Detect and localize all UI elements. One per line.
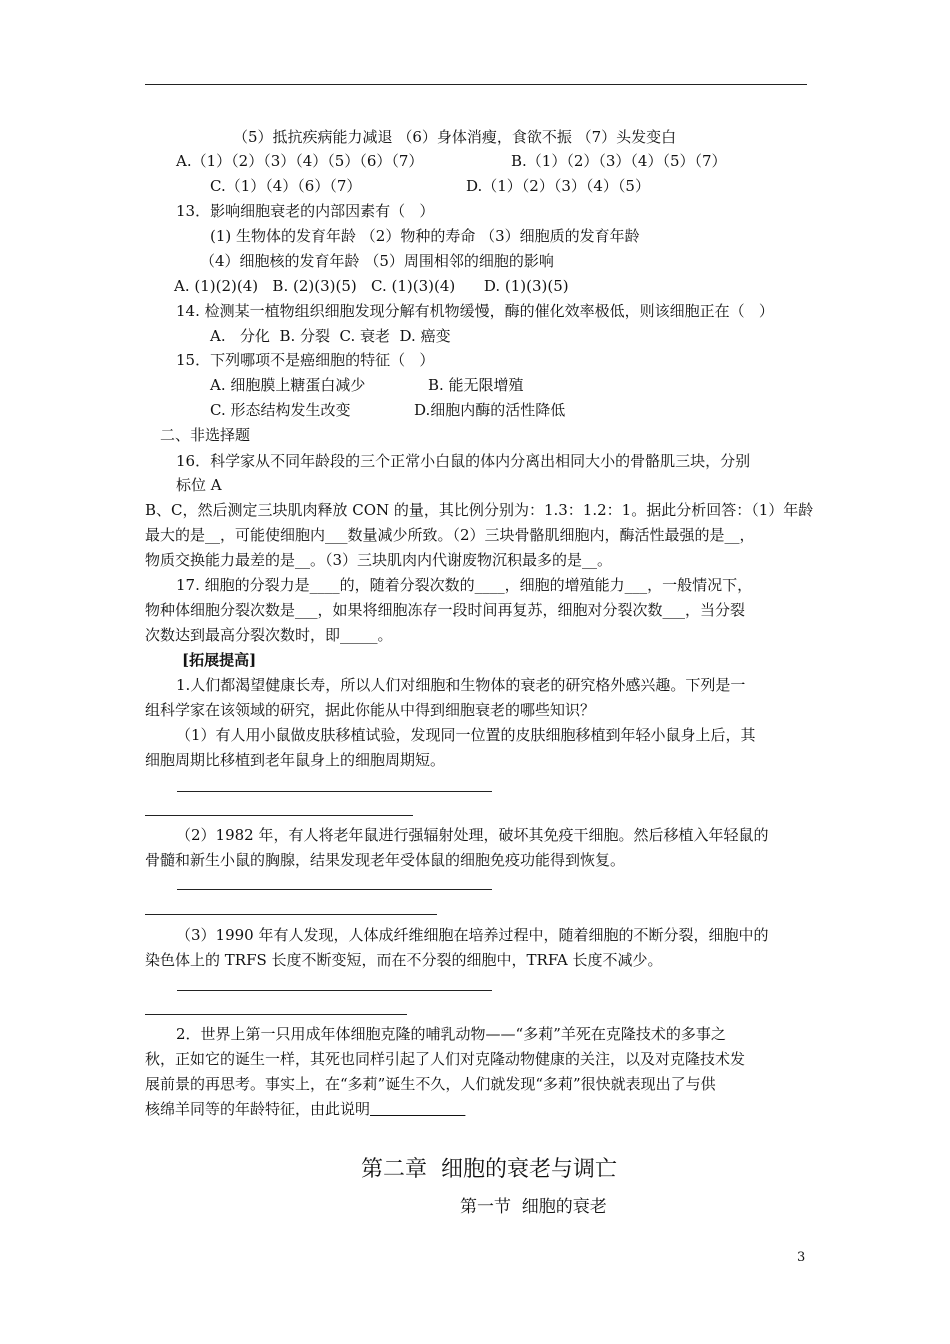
answer-line[interactable]: [145, 1014, 407, 1015]
q12-options-line: （5）抵抗疾病能力减退 （6）身体消瘦，食欲不振 （7）头发变白: [233, 128, 677, 146]
q15-choice-c: C. 形态结构发生改变: [210, 401, 351, 419]
q17-line-3: 次数达到最高分裂次数时，即_____。: [145, 626, 393, 644]
ext1-part2-line-2: 骨髓和新生小鼠的胸腺，结果发现老年受体鼠的细胞免疫功能得到恢复。: [145, 851, 626, 869]
q13-stem: 13．影响细胞衰老的内部因素有（ ）: [176, 202, 435, 220]
answer-line[interactable]: [177, 791, 492, 792]
q14-choices: A. 分化 B. 分裂 C. 衰老 D. 癌变: [210, 327, 451, 345]
chapter-title: 第二章 细胞的衰老与调亡: [361, 1157, 617, 1182]
q15-choice-b: B. 能无限增殖: [428, 376, 524, 394]
q14-stem: 14. 检测某一植物组织细胞发现分解有机物缓慢，酶的催化效率极低，则该细胞正在（ ）: [176, 302, 774, 320]
extension-heading: [拓展提高]: [182, 651, 257, 669]
ext2-answer-blank[interactable]: [370, 1100, 465, 1118]
ext1-line-1: 1.人们都渴望健康长寿，所以人们对细胞和生物体的衰老的研究格外感兴趣。下列是一: [176, 676, 746, 694]
ext1-part2-line-1: （2）1982 年，有人将老年鼠进行强辐射处理，破坏其免疫干细胞。然后移植入年轻鼠的: [176, 826, 769, 844]
ext1-line-2: 组科学家在该领域的研究，据此你能从中得到细胞衰老的哪些知识？: [145, 701, 596, 719]
q16-line-4: 最大的是__，可能使细胞内___数量减少所致。（2）三块骨骼肌细胞内，酶活性最强的是__，: [145, 526, 755, 544]
q15-stem: 15．下列哪项不是癌细胞的特征（ ）: [176, 351, 435, 369]
q12-choice-d: D.（1）（2）（3）（4）（5）: [466, 177, 650, 195]
page-number: 3: [797, 1250, 806, 1265]
q16-line-3: B、C，然后测定三块肌肉释放 CON 的量，其比例分别为：1.3：1.2：1。据此分析回答：（1）年龄: [145, 501, 814, 519]
q13-options-2: （4）细胞核的发育年龄 （5）周围相邻的细胞的影响: [200, 252, 554, 270]
ext2-line-2: 秋，正如它的诞生一样，其死也同样引起了人们对克隆动物健康的关注，以及对克隆技术发: [145, 1050, 746, 1068]
q13-options-1: (1) 生物体的发育年龄 （2）物种的寿命 （3）细胞质的发育年龄: [210, 227, 640, 245]
q17-line-1: 17. 细胞的分裂力是____的，随着分裂次数的____，细胞的增殖能力___，一般情况下，: [176, 576, 753, 594]
q16-line-1: 16．科学家从不同年龄段的三个正常小白鼠的体内分离出相同大小的骨骼肌三块，分别: [176, 452, 751, 470]
answer-line[interactable]: [145, 815, 413, 816]
ext2-line-3: 展前景的再思考。事实上，在“多莉”诞生不久，人们就发现“多莉”很快就表现出了与供: [145, 1075, 716, 1093]
ext2-line-4: [145, 1099, 465, 1119]
header-rule: [145, 84, 807, 85]
q13-choices: A. (1)(2)(4) B. (2)(3)(5) C. (1)(3)(4) D. (1)(3)(5): [174, 277, 569, 295]
q16-line-2: 标位 A: [176, 476, 222, 494]
ext1-part1-line-1: （1）有人用小鼠做皮肤移植试验，发现同一位置的皮肤细胞移植到年轻小鼠身上后，其: [176, 726, 756, 744]
ext1-part3-line-2: 染色体上的 TRFS 长度不断变短，而在不分裂的细胞中，TRFA 长度不减少。: [145, 951, 663, 969]
q15-choice-d: D.细胞内酶的活性降低: [414, 401, 566, 419]
q12-choice-c: C.（1）（4）（6）（7）: [210, 177, 362, 195]
ext1-part1-line-2: 细胞周期比移植到老年鼠身上的细胞周期短。: [145, 751, 446, 769]
answer-line[interactable]: [177, 889, 492, 890]
section-title: 第一节 细胞的衰老: [460, 1197, 607, 1217]
q17-line-2: 物种体细胞分裂次数是___，如果将细胞冻存一段时间再复苏，细胞对分裂次数___，当分裂: [145, 601, 746, 619]
ext2-line-1: 2．世界上第一只用成年体细胞克隆的哺乳动物——“多莉”羊死在克隆技术的多事之: [176, 1025, 726, 1043]
q15-choice-a: A. 细胞膜上糖蛋白减少: [210, 376, 366, 394]
ext1-part3-line-1: （3）1990 年有人发现，人体成纤维细胞在培养过程中，随着细胞的不断分裂，细胞中的: [176, 926, 769, 944]
answer-line[interactable]: [177, 990, 492, 991]
answer-line[interactable]: [145, 914, 437, 915]
section-non-choice: 二、非选择题: [160, 426, 251, 444]
q12-choice-a: A.（1）（2）（3）（4）（5）（6）（7）: [176, 152, 424, 170]
q12-choice-b: B.（1）（2）（3）（4）（5）（7）: [511, 152, 727, 170]
q16-line-5: 物质交换能力最差的是__。（3）三块肌肉内代谢废物沉积最多的是__。: [145, 551, 613, 569]
ext2-line-4-text: 核绵羊同等的年龄特征，由此说明: [145, 1100, 371, 1118]
